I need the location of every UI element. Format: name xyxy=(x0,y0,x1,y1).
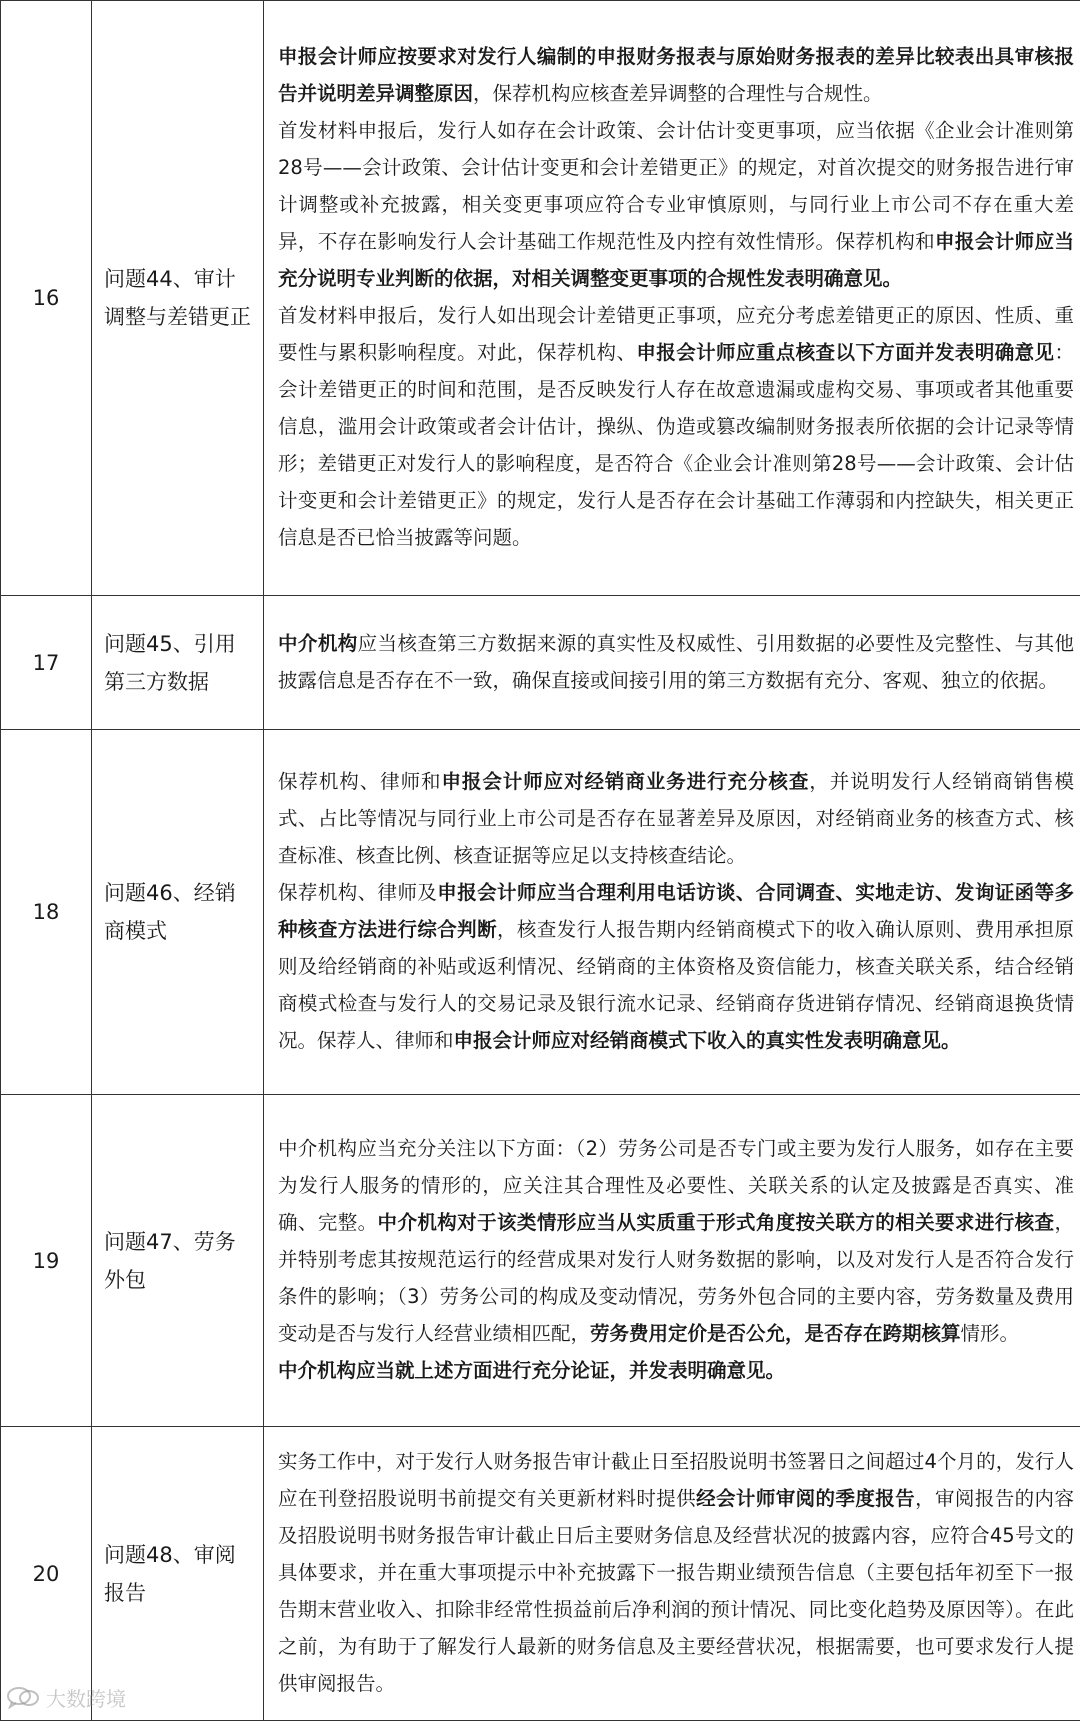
row-number: 16 xyxy=(1,1,92,596)
bold-text-segment: 申报会计师应对经销商业务进行充分核查 xyxy=(441,770,809,793)
issue-content xyxy=(264,596,1080,730)
table-row xyxy=(1,1427,1080,1721)
text-segment: 保荐机构、律师及 xyxy=(278,881,437,904)
text-segment: 首发材料申报后，发行人如存在会计政策、会计估计变更事项，应当依据《企业会计准则第28号——会计政策、会计估计变更和会计差错更正》的规定，对首次提交的财务报告进行审计调整或补充披露，相关变更事项应符合专业审慎原则，与同行业上市公司不存在重大差异，不存在影响发行人会计基础工作规范性及内控有效性情形。保荐机构和 xyxy=(278,119,1074,253)
text-segment: 中介机构应当充分关注以下方面：（2）劳务公司是否专门或主要为发行人服务，如存在主要为发行人服务的情形的，应关注其合理性及必要性、关联关系的认定及披露是否真实、准确、完整。 xyxy=(278,1137,1074,1234)
content-paragraph xyxy=(278,297,1074,556)
text-segment: 实务工作中，对于发行人财务报告审计截止日至招股说明书签署日之间超过4个月的，发行人应在刊登招股说明书前提交有关更新材料时提供 xyxy=(278,1450,1074,1510)
content-paragraph xyxy=(278,112,1074,297)
bold-text-segment: 申报会计师应重点核查以下方面并发表明确意见 xyxy=(636,341,1054,364)
content-paragraph xyxy=(278,38,1074,112)
issue-topic: 问题47、劳务外包 xyxy=(92,1095,264,1427)
text-segment: ，并说明发行人经销商销售模式、占比等情况与同行业上市公司是否存在显著差异及原因，对经销商业务的核查方式、核查标准、核查比例、核查证据等应足以支持核查结论。 xyxy=(278,770,1074,867)
content-paragraph xyxy=(278,1352,1074,1389)
text-segment: 应当核查第三方数据来源的真实性及权威性、引用数据的必要性及完整性、与其他披露信息是否存在不一致，确保直接或间接引用的第三方数据有充分、客观、独立的依据。 xyxy=(278,632,1074,692)
bold-text-segment: 申报会计师应按要求对发行人编制的申报财务报表与原始财务报表的差异比较表出具审核报告并说明差异调整原因 xyxy=(278,45,1074,105)
table-row xyxy=(1,1095,1080,1427)
content-paragraph xyxy=(278,1130,1074,1352)
issue-content xyxy=(264,1427,1080,1721)
issue-content xyxy=(264,730,1080,1095)
table-body xyxy=(1,1,1080,1721)
text-segment: 首发材料申报后，发行人如出现会计差错更正事项，应充分考虑差错更正的原因、性质、重要性与累积影响程度。对此，保荐机构、 xyxy=(278,304,1074,364)
text-segment: ，保荐机构应核查差异调整的合理性与合规性。 xyxy=(473,82,883,105)
issue-topic: 问题44、审计调整与差错更正 xyxy=(92,1,264,596)
watermark-text: 大数跨境 xyxy=(46,1683,126,1712)
content-paragraph xyxy=(278,763,1074,874)
content-paragraph xyxy=(278,1443,1074,1702)
content-paragraph xyxy=(278,625,1074,699)
bold-text-segment: 经会计师审阅的季度报告 xyxy=(696,1487,915,1510)
table-row xyxy=(1,596,1080,730)
watermark xyxy=(6,1682,126,1712)
text-segment: 情形。 xyxy=(961,1322,1020,1345)
text-segment: ，审阅报告的内容及招股说明书财务报告审计截止日后主要财务信息及经营状况的披露内容，应符合45号文的具体要求，并在重大事项提示中补充披露下一报告期业绩预告信息（主要包括年初至下一报告期末营业收入、扣除非经常性损益前后净利润的预计情况、同比变化趋势及原因等）。在此之前，为有助于了解发行人最新的财务信息及主要经营状况，根据需要，也可要求发行人提供审阅报告。 xyxy=(278,1487,1074,1695)
table-row xyxy=(1,730,1080,1095)
content-paragraph xyxy=(278,874,1074,1059)
row-number: 17 xyxy=(1,596,92,730)
text-segment: 保荐机构、律师和 xyxy=(278,770,441,793)
issue-topic: 问题45、引用第三方数据 xyxy=(92,596,264,730)
bold-text-segment: 中介机构应当就上述方面进行充分论证，并发表明确意见。 xyxy=(278,1359,785,1382)
issue-topic: 问题46、经销商模式 xyxy=(92,730,264,1095)
bold-text-segment: 中介机构 xyxy=(278,632,358,655)
row-number: 19 xyxy=(1,1095,92,1427)
bold-text-segment: 申报会计师应对经销商模式下收入的真实性发表明确意见。 xyxy=(454,1029,961,1052)
text-segment: ，并特别考虑其按规范运行的经营成果对发行人财务数据的影响，以及对发行人是否符合发行条件的影响；（3）劳务公司的构成及变动情况，劳务外包合同的主要内容，劳务数量及费用变动是否与发行人经营业绩相匹配， xyxy=(278,1211,1074,1345)
table-row xyxy=(1,1,1080,596)
issue-content xyxy=(264,1,1080,596)
bold-text-segment: 中介机构对于该类情形应当从实质重于形式角度按关联方的相关要求进行核查 xyxy=(378,1211,1055,1234)
chat-bubble-logo-icon xyxy=(6,1685,40,1709)
bold-text-segment: 劳务费用定价是否公允，是否存在跨期核算 xyxy=(590,1322,961,1345)
bold-text-segment: 申报会计师应当充分说明专业判断的依据，对相关调整变更事项的合规性发表明确意见。 xyxy=(278,230,1074,290)
text-segment: ：会计差错更正的时间和范围，是否反映发行人存在故意遗漏或虚构交易、事项或者其他重要信息，滥用会计政策或者会计估计，操纵、伪造或篡改编制财务报表所依据的会计记录等情形；差错更正对发行人的影响程度，是否符合《企业会计准则第28号——会计政策、会计估计变更和会计差错更正》的规定，发行人是否存在会计基础工作薄弱和内控缺失，相关更正信息是否已恰当披露等问题。 xyxy=(278,341,1074,549)
issue-topic: 问题48、审阅报告 xyxy=(92,1427,264,1721)
issue-content xyxy=(264,1095,1080,1427)
bold-text-segment: 申报会计师应当合理利用电话访谈、合同调查、实地走访、发询证函等多种核查方法进行综合判断 xyxy=(278,881,1074,941)
row-number: 20 xyxy=(1,1427,92,1721)
row-number: 18 xyxy=(1,730,92,1095)
text-segment: ，核查发行人报告期内经销商模式下的收入确认原则、费用承担原则及给经销商的补贴或返利情况、经销商的主体资格及资信能力，核查关联关系，结合经销商模式检查与发行人的交易记录及银行流水记录、经销商存货进销存情况、经销商退换货情况。保荐人、律师和 xyxy=(278,918,1074,1052)
